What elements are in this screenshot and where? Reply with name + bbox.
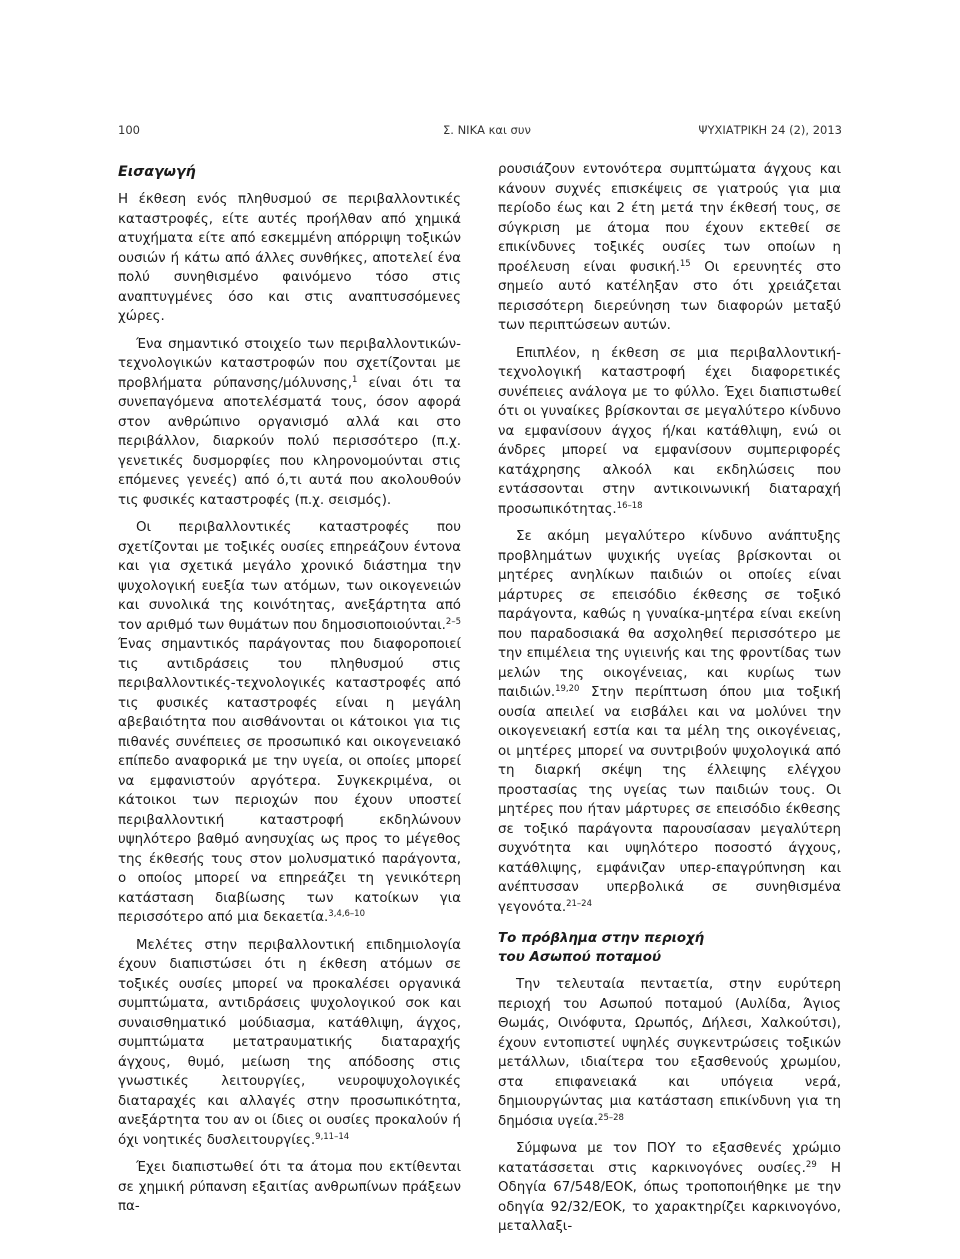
paragraph (498, 1139, 841, 1237)
paragraph (498, 344, 841, 520)
citation-superscript: 25–28 (598, 1112, 624, 1123)
paragraph (118, 1158, 461, 1217)
citation-superscript: 15 (679, 258, 691, 269)
paragraph-text: Έχει διαπιστωθεί ότι τα άτομα που εκτίθενται σε χημική ρύπανση εξαιτίας ανθρωπίνων πράξεων πα- (118, 1160, 461, 1214)
citation-superscript: 1 (351, 374, 358, 385)
citation-superscript: 19,20 (555, 684, 580, 694)
paragraph-text: Οι ερευνητές στο σημείο αυτό κατέληξαν στο ότι χρειάζεται περισσότερη διερεύνηση των διαφορών μεταξύ των περιπτώσεων αυτών. (498, 259, 842, 333)
citation-superscript: 29 (805, 1159, 817, 1170)
paragraph-text: Σε ακόμη μεγαλύτερο κίνδυνο ανάπτυξης προβλημάτων ψυχικής υγείας βρίσκονται οι μητέρες ανηλίκων παιδιών οι οποίες είναι μάρτυρες σε επεισόδιο έκθεσης σε τοξικό παράγοντα, καθώς η γυναίκα-μητέρα είναι εκείνη που παραδοσιακά θα ασχοληθεί περισσότερο με την επιμέλεια της υγιεινής και της φροντίδας των μελών της οικογένειας, και κυρίως των παιδιών. (498, 529, 841, 700)
section-heading-introduction: Εισαγωγή (118, 164, 196, 180)
citation-superscript: 9,11–14 (315, 1131, 350, 1142)
paragraph-text: Επιπλέον, η έκθεση σε μια περιβαλλοντική-τεχνολογική καταστροφή έχει διαφορετικές συνέπειες ανάλογα με το φύλλο. Έχει διαπιστωθεί ότι οι γυναίκες βρίσκονται σε μεγαλύτερο κίνδυνο να εμφανίσουν άγχος ή/και κατάθλιψη, ενώ οι άνδρες μπορεί να εμφανίσουν συμπεριφορές κατάχρησης αλκοόλ και εκδηλώσεις που εντάσσονται στην αντικοινωνική διαταραχή προσωπικότητας. (498, 345, 841, 517)
page-number: 100 (118, 123, 140, 137)
paragraph (118, 518, 461, 928)
citation-superscript: 16–18 (616, 500, 643, 511)
paragraph-text: Στην περίπτωση όπου μια τοξική ουσία απειλεί να εισβάλει και να μολύνει την οικογενειακή εστία και τα μέλη της οικογένειας, οι μητέρες μπορεί να συντριβούν ψυχολογικά από τη διαρκή σκέψη της έλλειψης ελέγχου προστασίας της υγείας των παιδιών τους. Οι μητέρες που ήταν μάρτυρες σε επεισόδιο έκθεσης σε τοξικό παράγοντα παρουσίασαν μεγαλύτερη συχνότητα και υψηλότερο ποσοστό άγχους, κατάθλιψης, εμφάνιζαν υπερ-επαγρύπνηση και ανέπτυσσαν υπερβολικά σε συνηθισμένα γεγονότα. (498, 685, 841, 915)
running-authors: Σ. ΝΙΚΑ και συν (443, 123, 531, 137)
citation-superscript: 21–24 (566, 898, 592, 909)
paragraph (118, 190, 461, 327)
paragraph-text: Οι περιβαλλοντικές καταστροφές που σχετίζονται με τοξικές ουσίες επηρεάζουν έντονα και για σχετικά μεγάλο χρονικό διάστημα την ψυχολογική ευεξία των ατόμων, των οικογενειών και συνολικά της κοινότητας, ανεξάρτητα από τον αριθμό των θυμάτων που δημοσιοποιούνται. (118, 520, 461, 633)
section-heading-asopos: Το πρόβλημα στην περιοχή του Ασωπού ποταμού (498, 931, 705, 965)
paragraph-text: Την τελευταία πενταετία, στην ευρύτερη περιοχή του Ασωπού ποταμού (Αυλίδα, Άγιος Θωμάς, Οινόφυτα, Ωρωπός, Δήλεσι, Χαλκούτσι), έχουν εντοπιστεί υψηλές συγκεντρώσεις τοξικών μετάλλων, ιδιαίτερα του εξασθενούς χρωμίου, στα επιφανειακά και υπόγεια νερά, δημιουργώντας μια κατάσταση επικίνδυνη για τη δημόσια υγεία. (498, 977, 841, 1129)
citation-superscript: 2–5 (445, 616, 461, 627)
paragraph-text: είναι ότι τα συνεπαγόμενα αποτελέσματά τους, όσον αφορά στον ανθρώπινο οργανισμό αλλά και στο περιβάλλον, διαρκούν πολύ περισσότερο (π.χ. γενετικές δυσμορφίες που κληρονομούνται στις επόμενες γενεές) από ό,τι αυτά που ακολουθούν τις φυσικές καταστροφές (π.χ. σεισμός). (118, 375, 461, 508)
journal-citation: ΨΥΧΙΑΤΡΙΚΗ 24 (2), 2013 (698, 123, 842, 137)
citation-superscript: 3,4,6–10 (328, 909, 365, 919)
paragraph-text: Ένα σημαντικό στοιχείο των περιβαλλοντικών-τεχνολογικών καταστροφών που σχετίζονται με προβλήματα ρύπανσης/μόλυνσης, (118, 336, 461, 391)
left-column (118, 163, 461, 1225)
paragraph-text: ρουσιάζουν εντονότερα συμπτώματα άγχους και κάνουν συχνές επισκέψεις σε γιατρούς για μια περίοδο έως και 2 έτη μετά την έκθεσή τους, σε σύγκριση με άτομα που έχουν εκτεθεί σε επικίνδυνες τοξικές ουσίες των οποίων η προέλευση είναι φυσική. (498, 162, 841, 275)
paragraph (498, 160, 841, 336)
paragraph-text: Η έκθεση ενός πληθυσμού σε περιβαλλοντικές καταστροφές, είτε αυτές προήλθαν από χημικά ατυχήματα είτε από εσκεμμένη απόρριψη τοξικών ουσιών ή κάτω από άλλες συνθήκες, αποτελεί ένα πολύ συνηθισμένο φαινόμενο τόσο στις αναπτυγμένες όσο και στις αναπτυσσόμενες χώρες. (118, 192, 461, 324)
paragraph-text: Η Οδηγία 67/548/ΕΟΚ, όπως τροποποιήθηκε με την οδηγία 92/32/ΕΟΚ, το χαρακτηρίζει καρκινογόνο, μεταλλαξι- (498, 1160, 841, 1234)
paragraph (498, 975, 841, 1131)
paragraph (118, 335, 461, 511)
running-header (118, 123, 842, 139)
paragraph (498, 527, 841, 917)
paragraph (118, 936, 461, 1151)
paragraph-text: Μελέτες στην περιβαλλοντική επιδημιολογία έχουν διαπιστώσει ότι η έκθεση ατόμων σε τοξικές ουσίες μπορεί να προκαλέσει οργανικά συμπτώματα, αντιδράσεις ψυχολογικού σοκ και συναισθηματικό μούδιασμα, κατάθλιψη, άγχος, συμπτώματα μετατραυματικής διαταραχής άγχους, θυμό, μείωση της απόδοσης στις γνωστικές λειτουργίες, νευροψυχολογικές διαταραχές και αλλαγές στην προσωπικότητα, ανεξάρτητα του αν οι ίδιες οι ουσίες προκαλούν ή όχι νοητικές δυσλειτουργίες. (118, 937, 461, 1148)
paragraph-text: Σύμφωνα με τον ΠΟΥ το εξασθενές χρώμιο κατατάσσεται στις καρκινογόνες ουσίες. (498, 1141, 841, 1176)
right-column (498, 160, 841, 1245)
paragraph-text: Ένας σημαντικός παράγοντας που διαφοροποιεί τις αντιδράσεις του πληθυσμού στις περιβαλλοντικές-τεχνολογικές καταστροφές από τις φυσικές καταστροφές είναι η μεγάλη αβεβαιότητα που αισθάνονται οι κάτοικοι για τις πιθανές συνέπειες σε προσωπικό και οικογενειακό επίπεδο αναφορικά με την υγεία, οι οποίες μπορεί να εμφανιστούν αργότερα. Συγκεκριμένα, οι κάτοικοι των περιοχών που έχουν υποστεί περιβαλλοντική καταστροφή εκδηλώνουν υψηλότερο βαθμό ανησυχίας ως προς το μέγεθος της έκθεσής τους στον μολυσματικό παράγοντα, ο οποίος μπορεί να επηρεάζει τη γενικότερη κατάσταση διαβίωσης των κατοίκων για περισσότερο από μια δεκαετία. (118, 637, 461, 925)
